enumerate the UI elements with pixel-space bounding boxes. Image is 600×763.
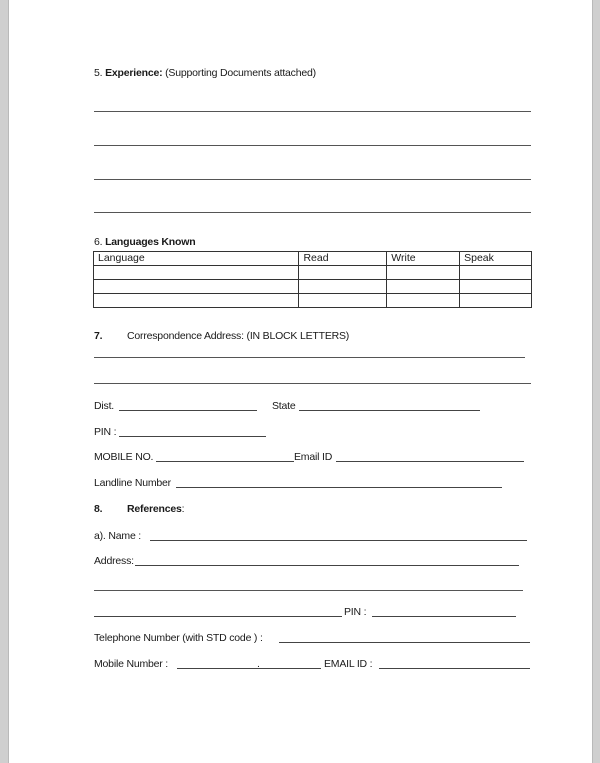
email-label: Email ID (294, 451, 333, 463)
address-title: Correspondence Address: (IN BLOCK LETTERS) (127, 330, 350, 342)
experience-line-4[interactable] (94, 212, 531, 213)
col-read: Read (299, 252, 387, 266)
ref-name-label: a). Name : (94, 530, 142, 542)
languages-number: 6. (94, 236, 103, 248)
table-row (94, 280, 532, 294)
ref-address-label: Address: (94, 555, 134, 567)
ref-pin-label: PIN : (344, 606, 367, 618)
email-field[interactable] (336, 461, 524, 462)
table-cell[interactable] (94, 266, 299, 280)
experience-line-1[interactable] (94, 111, 531, 112)
table-cell[interactable] (460, 280, 532, 294)
ref-address-line-2[interactable] (94, 590, 523, 591)
table-row (94, 294, 532, 308)
landline-label: Landline Number (94, 477, 171, 489)
languages-header-row (94, 252, 532, 266)
experience-line-3[interactable] (94, 179, 531, 180)
experience-number: 5. (94, 67, 103, 79)
address-line-2[interactable] (94, 383, 531, 384)
experience-title: Experience: (105, 67, 163, 79)
table-cell[interactable] (299, 294, 387, 308)
state-label: State (272, 400, 296, 412)
dist-label: Dist. (94, 400, 115, 412)
languages-heading (94, 236, 195, 248)
references-colon: : (181, 503, 185, 515)
col-speak: Speak (460, 252, 532, 266)
ref-telephone-label: Telephone Number (with STD code ) : (94, 632, 263, 644)
references-title: References (127, 503, 182, 515)
experience-note: (Supporting Documents attached) (165, 67, 316, 79)
ref-telephone-field[interactable] (279, 642, 530, 643)
table-cell[interactable] (387, 266, 460, 280)
ref-pin-field[interactable] (372, 616, 516, 617)
pin-label: PIN : (94, 426, 117, 438)
pin-field[interactable] (119, 436, 266, 437)
table-cell[interactable] (299, 266, 387, 280)
dist-field[interactable] (119, 410, 257, 411)
table-cell[interactable] (387, 280, 460, 294)
landline-field[interactable] (176, 487, 502, 488)
address-number: 7. (94, 330, 103, 342)
ref-mobile-field[interactable] (177, 668, 321, 669)
ref-address-field[interactable] (135, 565, 519, 566)
ref-address-line-3[interactable] (94, 616, 342, 617)
languages-title: Languages Known (105, 236, 196, 248)
references-number: 8. (94, 503, 103, 515)
table-cell[interactable] (299, 280, 387, 294)
references-heading (127, 503, 184, 515)
experience-heading (94, 67, 316, 79)
address-line-1[interactable] (94, 357, 525, 358)
ref-email-field[interactable] (379, 668, 530, 669)
col-language: Language (94, 252, 299, 266)
ref-email-label: EMAIL ID : (324, 658, 373, 670)
col-write: Write (387, 252, 460, 266)
document-page (8, 0, 593, 763)
table-cell[interactable] (94, 280, 299, 294)
table-cell[interactable] (94, 294, 299, 308)
table-row (94, 266, 532, 280)
ref-name-field[interactable] (150, 540, 527, 541)
state-field[interactable] (299, 410, 480, 411)
table-cell[interactable] (460, 294, 532, 308)
languages-table (93, 251, 532, 308)
table-cell[interactable] (460, 266, 532, 280)
experience-line-2[interactable] (94, 145, 531, 146)
mobile-label: MOBILE NO. (94, 451, 154, 463)
table-cell[interactable] (387, 294, 460, 308)
ref-mobile-dot: . (257, 658, 260, 670)
mobile-field[interactable] (156, 461, 294, 462)
ref-mobile-label: Mobile Number : (94, 658, 169, 670)
